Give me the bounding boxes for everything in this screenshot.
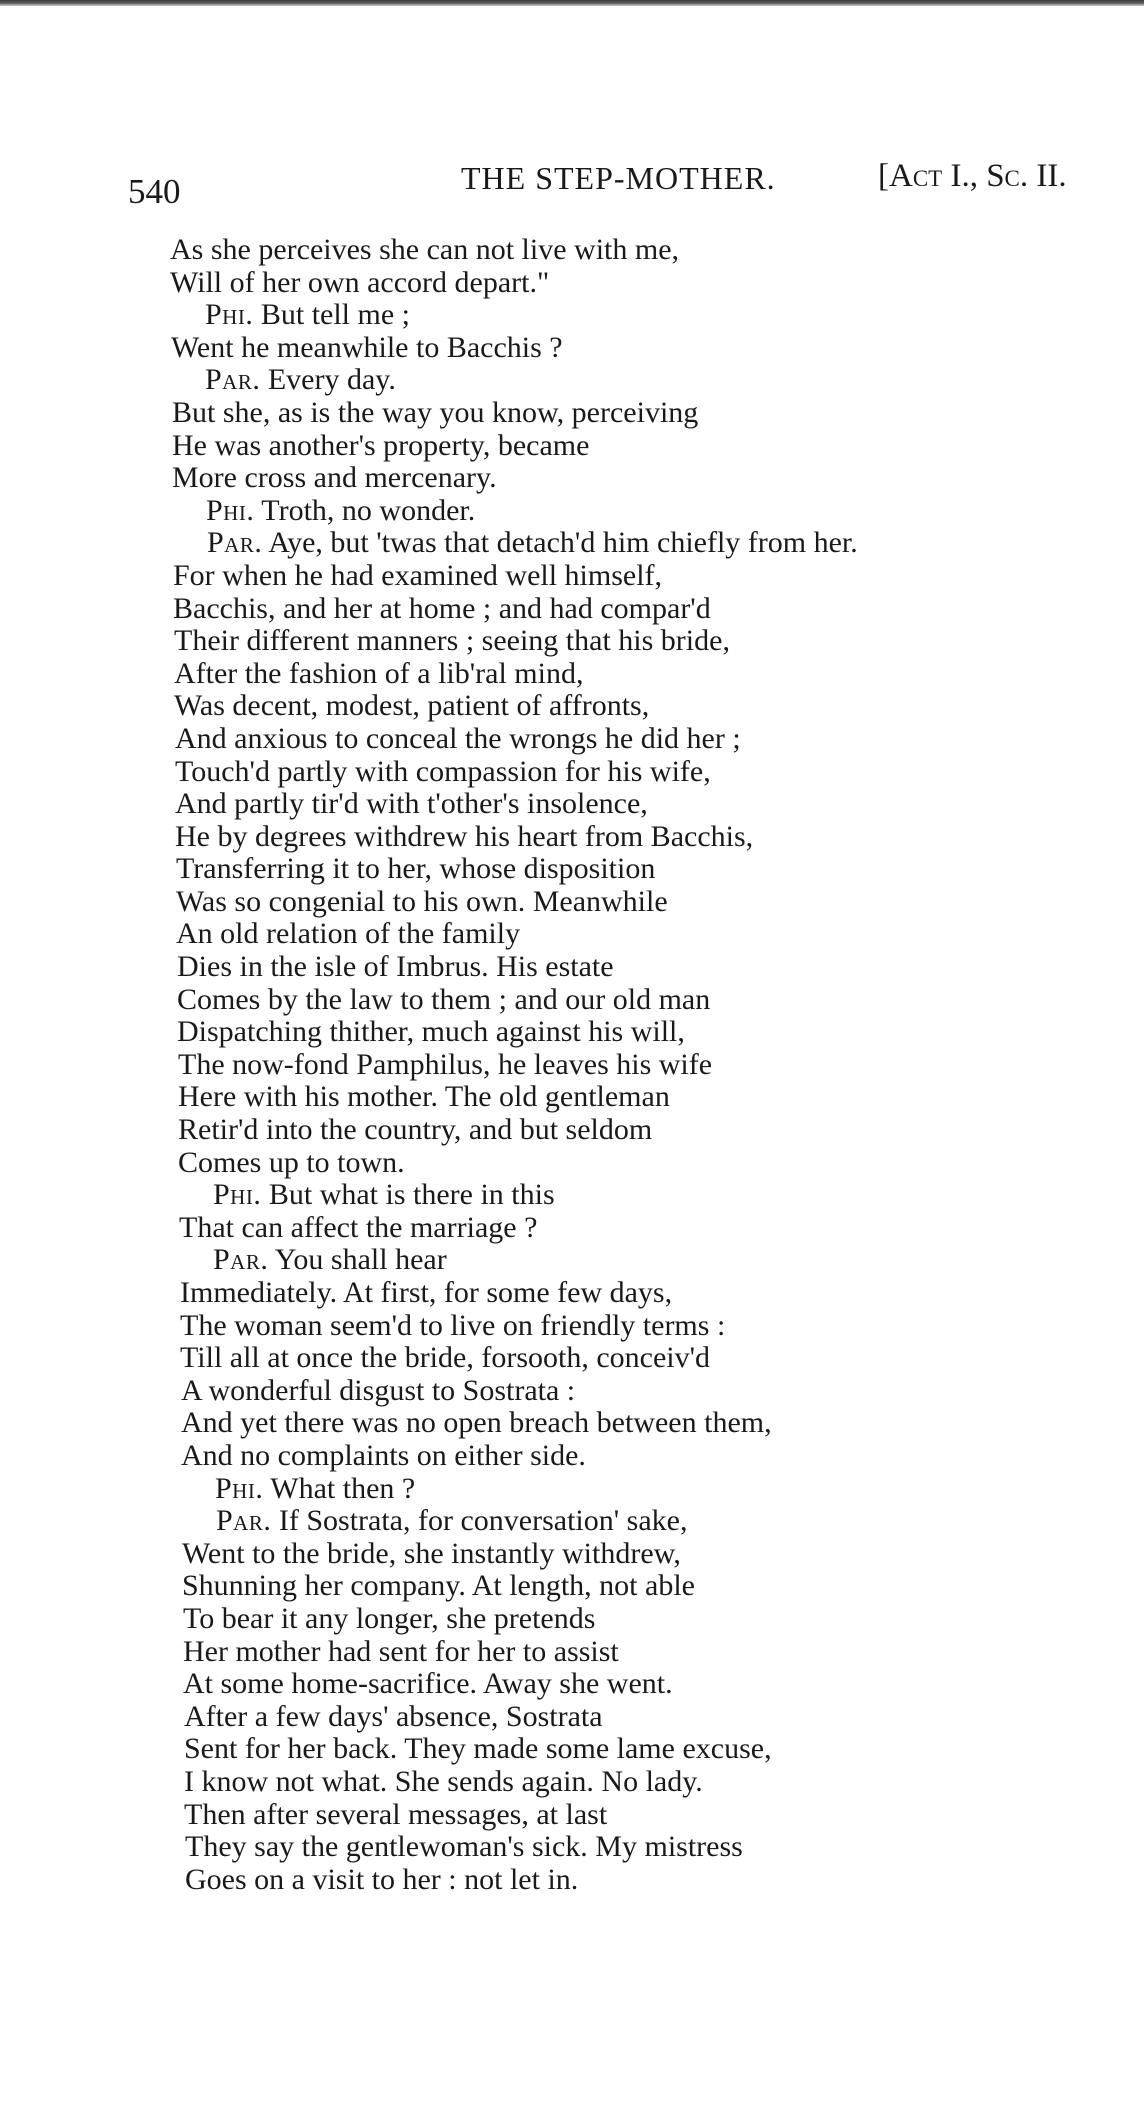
- line-text: To bear it any longer, she pretends: [183, 1601, 596, 1635]
- verse-line: [177, 1016, 1128, 1049]
- line-text: He was another's property, became: [172, 428, 590, 462]
- line-text: Retir'd into the country, and but seldom: [178, 1113, 653, 1147]
- line-text: Will of her own accord depart.": [170, 265, 550, 299]
- verse-line: [183, 1636, 1128, 1669]
- line-text: But tell me ;: [253, 298, 410, 332]
- line-text: Goes on a visit to her : not let in.: [185, 1862, 579, 1896]
- line-text: After a few days' absence, Sostrata: [184, 1699, 603, 1733]
- line-text: An old relation of the family: [176, 917, 521, 951]
- speaker-label: Par.: [207, 526, 263, 560]
- line-text: If Sostrata, for conversation' sake,: [271, 1504, 688, 1538]
- line-text: For when he had examined well himself,: [173, 558, 663, 592]
- line-text: That can affect the marriage ?: [179, 1210, 538, 1244]
- verse-line: [184, 1766, 1128, 1799]
- line-text: I know not what. She sends again. No lady.: [184, 1764, 703, 1798]
- line-text: Sent for her back. They made some lame excuse,: [184, 1732, 772, 1766]
- verse-line: [173, 527, 1128, 560]
- line-text: But she, as is the way you know, perceiving: [172, 395, 699, 429]
- verse-line: [183, 1668, 1128, 1701]
- verse-line: [179, 1244, 1128, 1277]
- verse-line: [177, 951, 1128, 984]
- verse-line: [185, 1831, 1128, 1864]
- line-text: Troth, no wonder.: [254, 493, 476, 527]
- verse-line: [172, 495, 1128, 528]
- line-text: They say the gentlewoman's sick. My mistress: [185, 1830, 743, 1864]
- verse-line: [174, 690, 1128, 723]
- section-reference: [Act I., Sc. II.: [878, 158, 1067, 194]
- verse-line: [181, 1473, 1128, 1506]
- line-text: Till all at once the bride, forsooth, conceiv'd: [180, 1341, 711, 1375]
- verse-line: [172, 430, 1128, 463]
- verse-line: [185, 1864, 1128, 1897]
- line-text: Every day.: [260, 363, 396, 397]
- line-text: Was decent, modest, patient of affronts,: [174, 689, 650, 723]
- verse-line: [173, 593, 1128, 626]
- verse-line: [171, 364, 1128, 397]
- verse-line: [172, 397, 1128, 430]
- verse-line: [184, 1701, 1128, 1734]
- verse-line: [176, 886, 1128, 919]
- verse-line: [178, 1114, 1128, 1147]
- line-text: You shall hear: [268, 1243, 447, 1277]
- verse-line: [179, 1212, 1128, 1245]
- verse-line: [183, 1603, 1128, 1636]
- verse-line: [170, 267, 1128, 300]
- verse-line: [181, 1440, 1128, 1473]
- line-text: Went to the bride, she instantly withdrew,: [182, 1536, 681, 1570]
- verse-line: [178, 1049, 1128, 1082]
- verse-line: [182, 1538, 1128, 1571]
- line-text: Then after several messages, at last: [184, 1797, 608, 1831]
- verse-line: [170, 234, 1128, 267]
- top-rule: [0, 0, 1144, 6]
- page-header: [128, 158, 1144, 211]
- verse-line: [179, 1179, 1128, 1212]
- line-text: The now-fond Pamphilus, he leaves his wife: [178, 1047, 713, 1081]
- line-text: But what is there in this: [261, 1178, 555, 1212]
- line-text: Immediately. At first, for some few days,: [180, 1276, 673, 1309]
- line-text: A wonderful disgust to Sostrata :: [181, 1373, 576, 1407]
- speaker-label: Par.: [205, 363, 261, 397]
- speaker-label: Phi.: [215, 1471, 264, 1505]
- verse-line: [173, 560, 1128, 593]
- verse-line: [175, 821, 1128, 854]
- line-text: Dies in the isle of Imbrus. His estate: [177, 950, 614, 984]
- speaker-label: Phi.: [206, 493, 255, 527]
- line-text: Was so congenial to his own. Meanwhile: [176, 884, 668, 918]
- line-text: Bacchis, and her at home ; and had compar'd: [173, 591, 711, 625]
- line-text: He by degrees withdrew his heart from Bacchis,: [175, 819, 754, 853]
- verse-line: [172, 462, 1128, 495]
- verse-line: [174, 658, 1128, 691]
- line-text: Aye, but 'twas that detach'd him chiefly from her.: [262, 526, 858, 560]
- page-number: 540: [128, 172, 181, 211]
- line-text: Comes by the law to them ; and our old man: [177, 982, 711, 1016]
- verse-line: [182, 1505, 1128, 1538]
- verse-line: [176, 853, 1128, 886]
- verse-line: [171, 299, 1128, 332]
- running-title: THE STEP-MOTHER.: [461, 160, 776, 196]
- verse-line: [181, 1407, 1128, 1440]
- line-text: More cross and mercenary.: [172, 461, 497, 495]
- speaker-label: Par.: [213, 1243, 269, 1277]
- line-text: Dispatching thither, much against his will,: [177, 1015, 685, 1049]
- verse-line: [180, 1277, 1128, 1310]
- verse-line: [176, 918, 1128, 951]
- line-text: Here with his mother. The old gentleman: [178, 1080, 670, 1114]
- verse-line: [175, 723, 1128, 756]
- line-text: And anxious to conceal the wrongs he did her ;: [175, 721, 741, 755]
- line-text: Shunning her company. At length, not able: [182, 1569, 695, 1603]
- verse-line: [174, 625, 1128, 658]
- line-text: Went he meanwhile to Bacchis ?: [171, 330, 563, 364]
- line-text: Their different manners ; seeing that his bride,: [174, 624, 730, 658]
- line-text: Transferring it to her, whose disposition: [176, 852, 656, 886]
- line-text: At some home-sacrifice. Away she went.: [183, 1667, 673, 1701]
- line-text: As she perceives she can not live with me,: [170, 233, 680, 266]
- verse-line: [182, 1570, 1128, 1603]
- verse-line: [175, 788, 1128, 821]
- verse-line: [178, 1081, 1128, 1114]
- line-text: And no complaints on either side.: [181, 1438, 586, 1472]
- line-text: And partly tir'd with t'other's insolence,: [175, 787, 648, 821]
- line-text: Her mother had sent for her to assist: [183, 1634, 619, 1668]
- verse-line: [180, 1310, 1128, 1343]
- verse-line: [177, 984, 1128, 1017]
- line-text: Comes up to town.: [178, 1145, 405, 1179]
- speaker-label: Phi.: [205, 298, 254, 332]
- verse-line: [184, 1799, 1128, 1832]
- line-text: And yet there was no open breach between them,: [181, 1406, 772, 1440]
- line-text: The woman seem'd to live on friendly terms :: [180, 1308, 726, 1342]
- verse-text: [170, 233, 1128, 1896]
- verse-line: [175, 756, 1128, 789]
- verse-line: [178, 1147, 1128, 1180]
- verse-line: [180, 1342, 1128, 1375]
- verse-line: [181, 1375, 1128, 1408]
- verse-line: [171, 332, 1128, 365]
- line-text: Touch'd partly with compassion for his wife,: [175, 754, 711, 788]
- verse-line: [184, 1733, 1128, 1766]
- speaker-label: Par.: [216, 1504, 272, 1538]
- speaker-label: Phi.: [213, 1178, 262, 1212]
- line-text: After the fashion of a lib'ral mind,: [174, 656, 584, 690]
- line-text: What then ?: [263, 1471, 416, 1505]
